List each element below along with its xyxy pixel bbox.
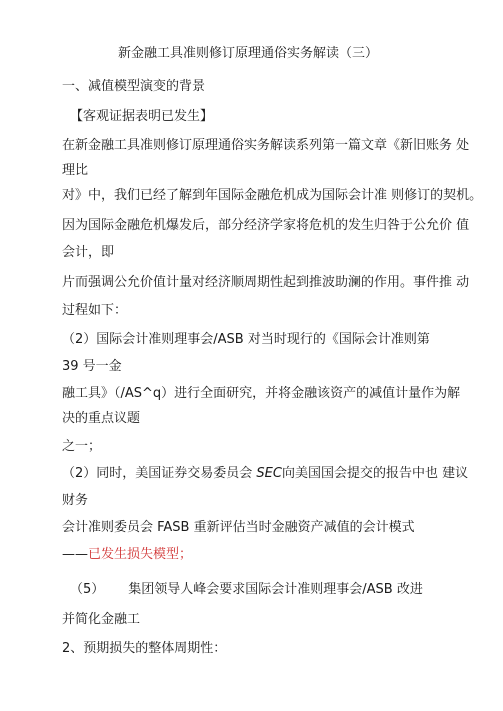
list-item-text: （2）同时，美国证券交易委员会	[62, 466, 257, 481]
list-item-line: 并简化金融工	[62, 612, 141, 627]
list-item-line: 决的重点议题	[62, 411, 141, 426]
highlighted-term: 已发生损失模型；	[88, 547, 193, 562]
list-item-line	[62, 466, 468, 482]
list-item-line	[62, 547, 192, 563]
section-heading-2: 2、预期损失的整体周期性：	[62, 641, 227, 656]
list-item-line: 融工具》（/AS^q）进行全面研究，并将金融该资产的减值计量作为解	[62, 386, 461, 401]
list-item-line: 会计准则委员会 FASB 重新评估当时金融资产减值的会计模式	[62, 520, 415, 535]
list-item-line: 之一；	[62, 439, 102, 454]
list-item-line: 39 号一金	[62, 359, 122, 374]
paragraph-line: 对》中，我们已经了解到年国际金融危机成为国际会计准 则修订的契机。	[62, 188, 483, 203]
paragraph-line: 过程如下：	[62, 303, 128, 318]
list-item-text: 向美国国会提交的报告中也 建议	[281, 466, 469, 481]
section-heading: 一、减值模型演变的背景	[62, 79, 206, 94]
sec-abbreviation: SEC	[256, 466, 282, 481]
list-item-text: 集团领导人峰会要求国际会计准则理事会/ASB 改进	[128, 582, 423, 597]
paragraph-line: 在新金融工具准则修订原理通俗实务解读系列第一篇文章《新旧账务 处	[62, 138, 470, 153]
list-item-number: （5）	[70, 582, 105, 597]
paragraph-line: 因为国际金融危机爆发后，部分经济学家将危机的发生归咎于公允价 值	[62, 218, 470, 233]
list-item-line	[70, 582, 423, 598]
sub-heading: 【客观证据表明已发生】	[70, 109, 214, 124]
list-item-line: 财务	[62, 493, 89, 508]
paragraph-line: 理比	[62, 163, 89, 178]
paragraph-line: 片而强调公允价值计量对经济顺周期性起到推波助澜的作用。事件推 动	[62, 275, 470, 290]
paragraph-line: 会计，即	[62, 245, 115, 260]
document-title: 新金融工具准则修订原理通俗实务解读（三）	[118, 46, 379, 61]
list-item-line: （2）国际会计准则理事会/ASB 对当时现行的《国际会计准则第	[62, 332, 430, 347]
dash-text: ——	[62, 547, 88, 562]
